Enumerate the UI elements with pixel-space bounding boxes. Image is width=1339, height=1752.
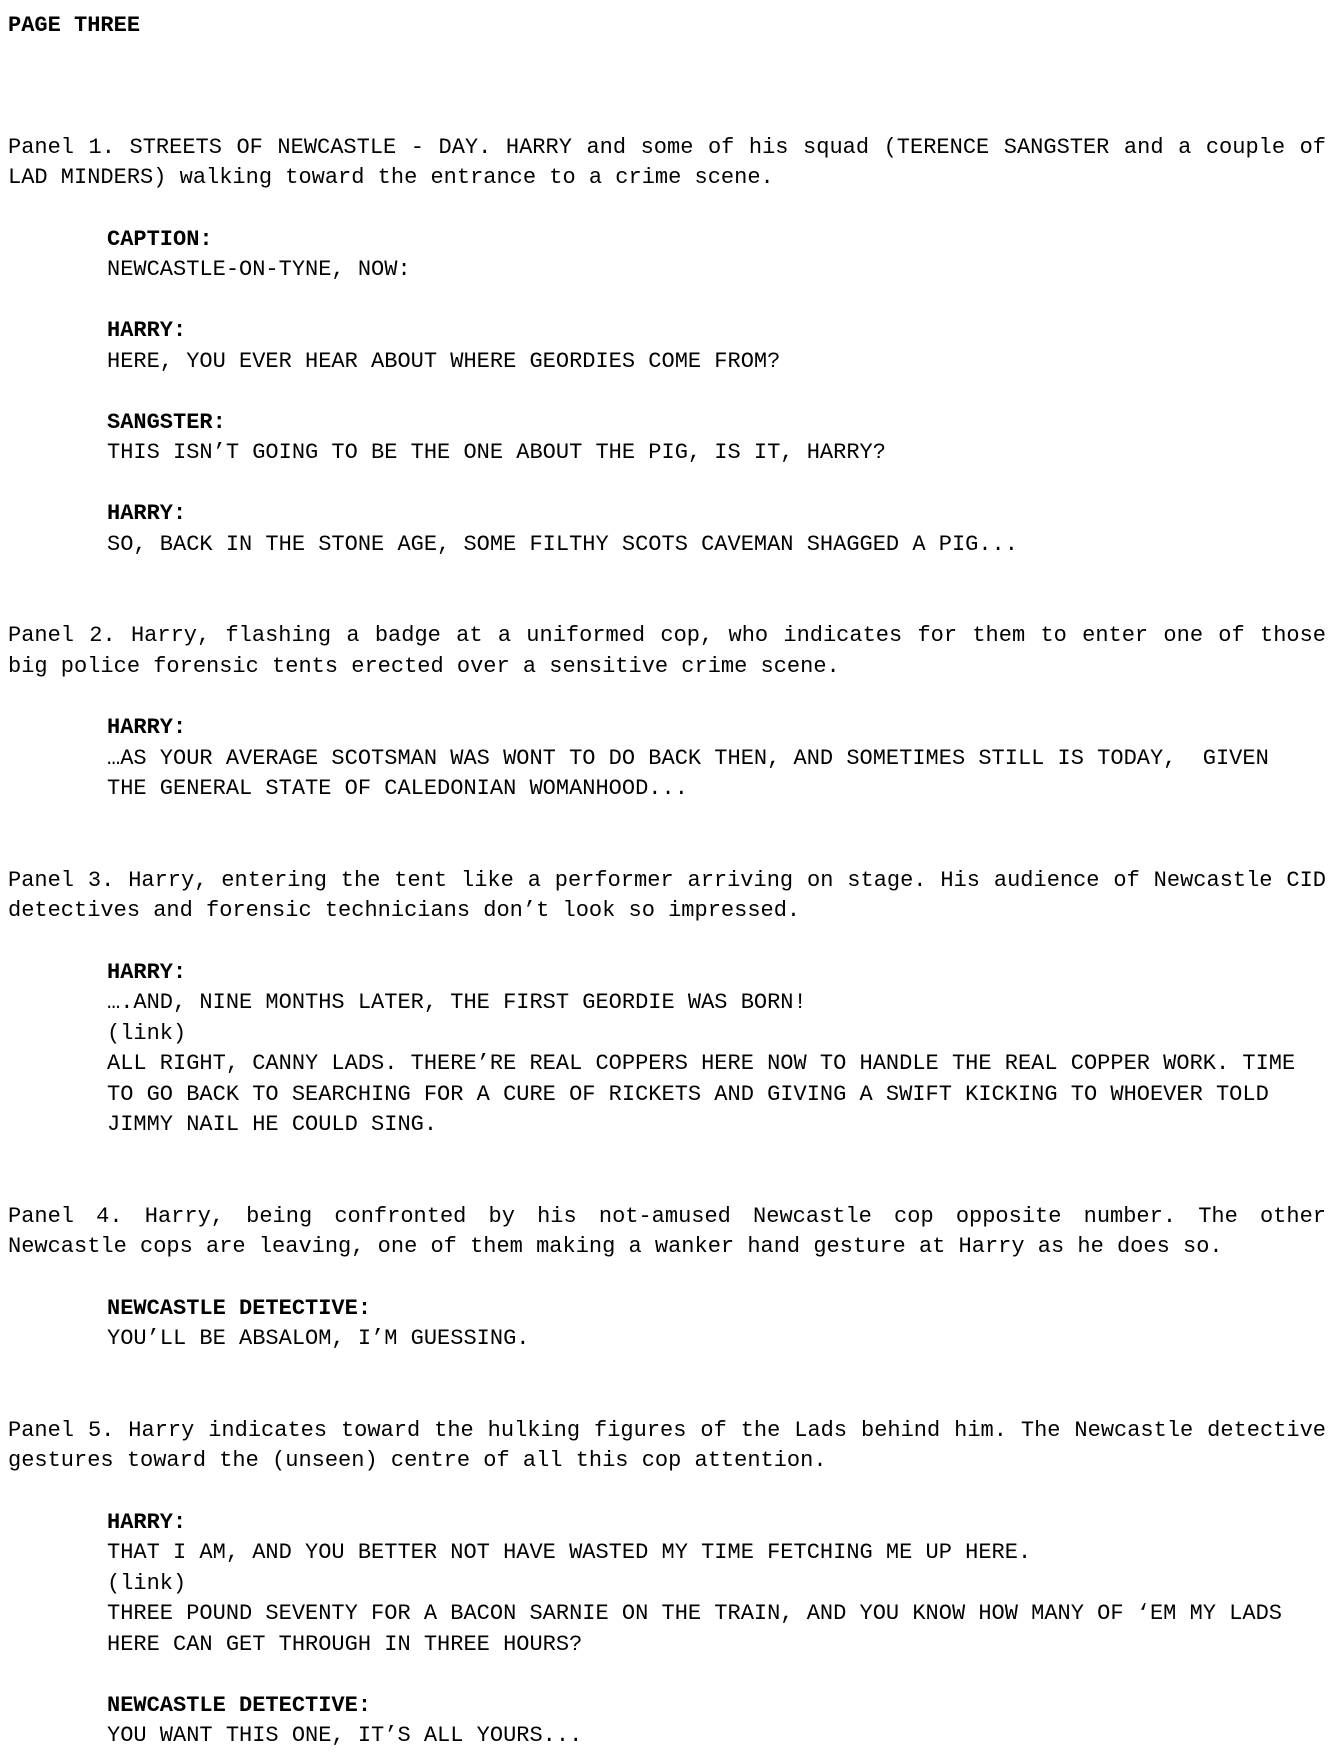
panel-3 [8,866,1330,1141]
panel-list [8,133,1330,1752]
dialogue-line: THAT I AM, AND YOU BETTER NOT HAVE WASTED MY TIME FETCHING ME UP HERE. [107,1540,1032,1565]
speaker-name: NEWCASTLE DETECTIVE: [107,1295,372,1321]
dialogue-block [107,1294,1330,1355]
dialogue-line: (link) [107,1570,187,1596]
speaker-name: HARRY: [107,501,187,526]
dialogue-line: ALL RIGHT, CANNY LADS. THERE’RE REAL COPPERS HERE NOW TO HANDLE THE REAL COPPER WORK. TIME TO GO BACK TO SEARCHING FOR A CURE OF RICKETS AND GIVING A SWIFT KICKING TO WHOEVER TOLD JIMMY NAIL HE COULD SING. [107,1051,1309,1137]
dialogue-block [107,316,1330,377]
speaker-name: HARRY: [107,715,187,740]
speaker-name: SANGSTER: [107,409,226,435]
speaker-name: HARRY: [107,1509,187,1535]
dialogue-block [107,713,1330,805]
panel-description: Panel 3. Harry, entering the tent like a performer arriving on stage. His audience of Newcastle CID detectives and forensic technicians don’t look so impressed. [8,867,1326,923]
dialogue-line: YOU’LL BE ABSALOM, I’M GUESSING. [107,1326,530,1351]
dialogue-line: YOU WANT THIS ONE, IT’S ALL YOURS... [107,1723,583,1748]
script-page [8,11,1330,1752]
dialogue-line: HERE, YOU EVER HEAR ABOUT WHERE GEORDIES COME FROM? [107,348,781,374]
speaker-name: HARRY: [107,318,187,343]
dialogue-block [107,499,1330,560]
dialogue-line: …AS YOUR AVERAGE SCOTSMAN WAS WONT TO DO BACK THEN, AND SOMETIMES STILL IS TODAY, GIVEN THE GENERAL STATE OF CALEDONIAN WOMANHOOD... [107,745,1282,801]
panel-description: Panel 5. Harry indicates toward the hulking figures of the Lads behind him. The Newcastle detective gestures toward the (unseen) centre of all this cop attention. [8,1417,1326,1473]
panel-description: Panel 4. Harry, being confronted by his not-amused Newcastle cop opposite number. The other Newcastle cops are leaving, one of them making a wanker hand gesture at Harry as he does so. [8,1203,1326,1259]
panel-2 [8,621,1330,805]
speaker-name: NEWCASTLE DETECTIVE: [107,1692,372,1718]
dialogue-line: NEWCASTLE-ON-TYNE, NOW: [107,257,411,282]
dialogue-line: (link) [107,1020,187,1046]
dialogue-block [107,408,1330,469]
dialogue-block [107,1508,1330,1661]
panel-5 [8,1416,1330,1752]
dialogue-line: THIS ISN’T GOING TO BE THE ONE ABOUT THE PIG, IS IT, HARRY? [107,440,886,465]
dialogue-block [107,225,1330,286]
dialogue-block [107,958,1330,1141]
speaker-name: HARRY: [107,959,187,985]
dialogue-line: THREE POUND SEVENTY FOR A BACON SARNIE ON THE TRAIN, AND YOU KNOW HOW MANY OF ‘EM MY LADS HERE CAN GET THROUGH IN THREE HOURS? [107,1601,1296,1657]
dialogue-block [107,1691,1330,1752]
panel-1 [8,133,1330,561]
page-title: PAGE THREE [8,13,141,38]
dialogue-line: ….AND, NINE MONTHS LATER, THE FIRST GEORDIE WAS BORN! [107,990,807,1015]
dialogue-line: SO, BACK IN THE STONE AGE, SOME FILTHY SCOTS CAVEMAN SHAGGED A PIG... [107,531,1018,557]
panel-4 [8,1202,1330,1355]
panel-description: Panel 2. Harry, flashing a badge at a uniformed cop, who indicates for them to enter one of those big police forensic tents erected over a sensitive crime scene. [8,623,1326,679]
panel-description: Panel 1. STREETS OF NEWCASTLE - DAY. HARRY and some of his squad (TERENCE SANGSTER and a couple of LAD MINDERS) walking toward the entrance to a crime scene. [8,134,1326,190]
speaker-name: CAPTION: [107,226,213,252]
